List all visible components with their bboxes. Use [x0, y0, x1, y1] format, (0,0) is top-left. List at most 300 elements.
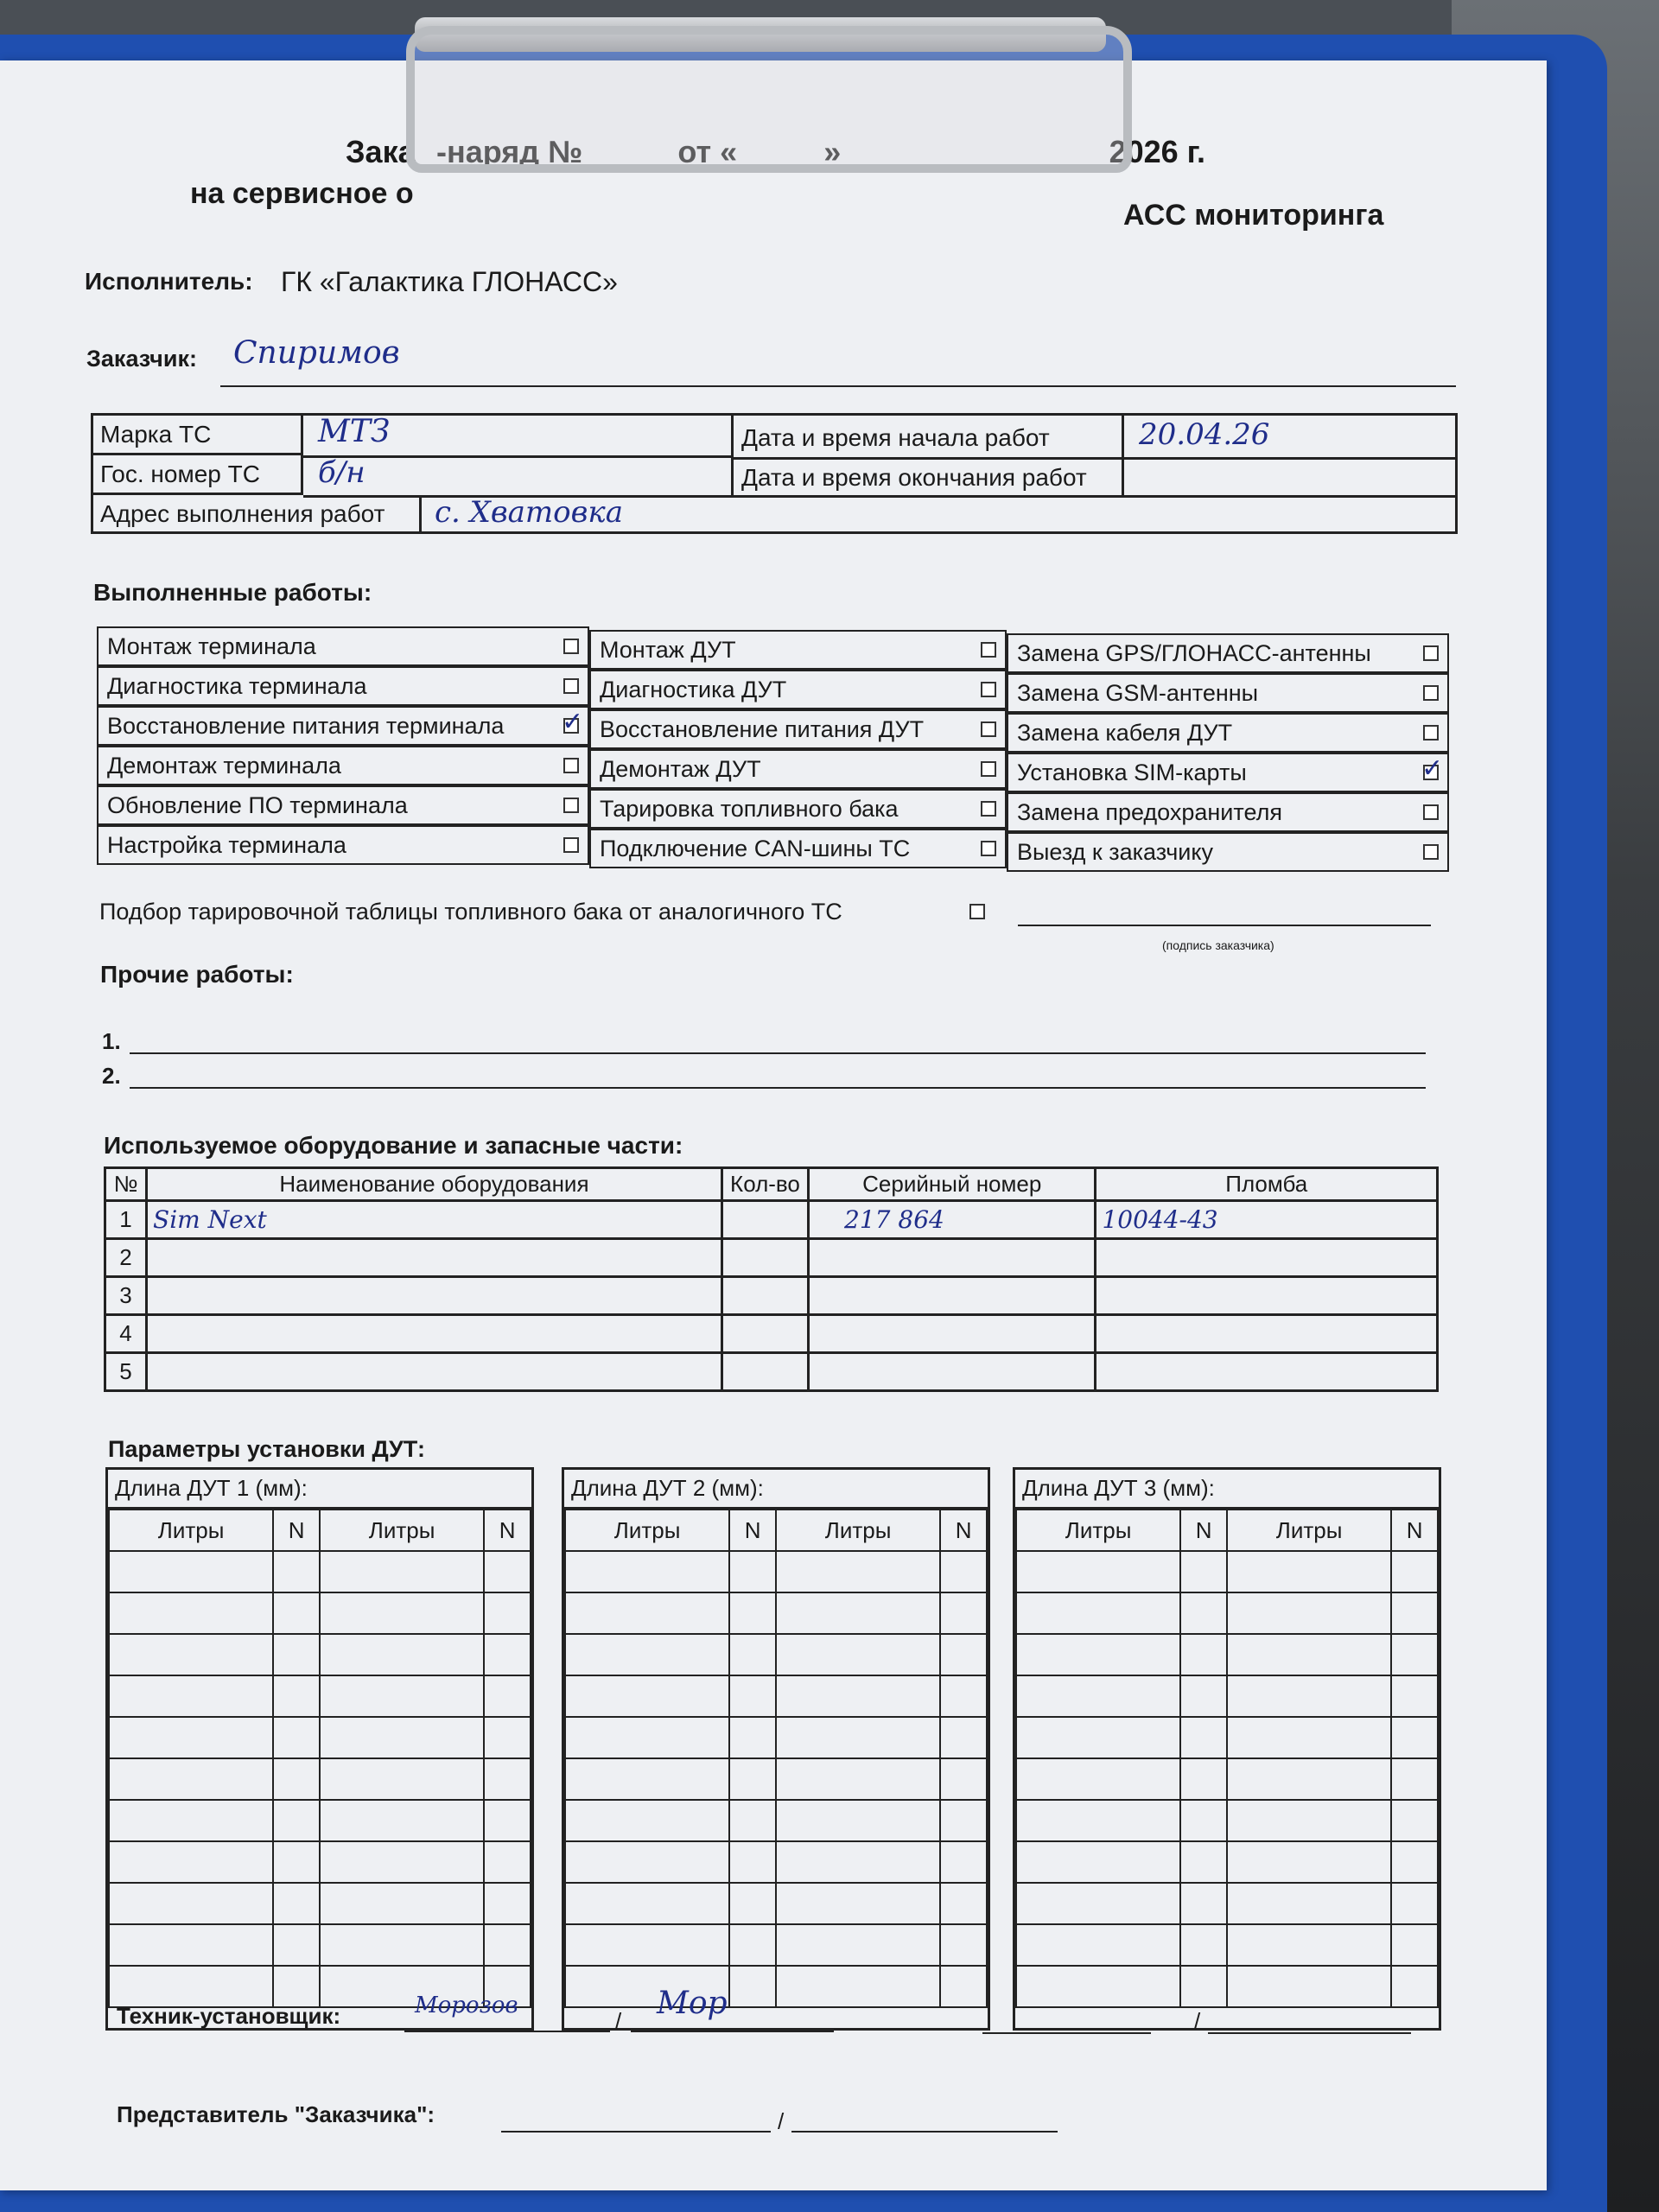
rep-slash: / [778, 2108, 785, 2134]
dut-cell[interactable] [776, 1551, 940, 1592]
dut-cell[interactable] [776, 1800, 940, 1841]
work-item-label: Замена предохранителя [1017, 798, 1282, 825]
dut-cell[interactable] [273, 1675, 320, 1717]
dut-cell[interactable] [1016, 1592, 1180, 1634]
dut-cell[interactable] [320, 1592, 484, 1634]
equipment-cell[interactable]: 217 864 [809, 1201, 1096, 1239]
customer-value[interactable]: Спиримов [233, 335, 400, 371]
equipment-table [104, 1166, 1439, 1392]
work-item-col2-1 [589, 630, 1007, 670]
dut-row [1016, 1966, 1438, 2007]
dut-cell[interactable] [565, 1841, 729, 1883]
dut-cell[interactable] [320, 1717, 484, 1758]
end-label: Дата и время окончания работ [741, 464, 1087, 491]
dut-cell[interactable] [273, 1841, 320, 1883]
dut-cell[interactable] [320, 1841, 484, 1883]
dut-row [1016, 1841, 1438, 1883]
equipment-cell[interactable] [809, 1315, 1096, 1353]
work-item-checkbox[interactable] [981, 721, 996, 737]
dut-cell[interactable] [940, 1634, 987, 1675]
work-item-checkbox[interactable] [563, 639, 579, 654]
equipment-cell[interactable]: Sim Next [147, 1201, 722, 1239]
dut-cell[interactable] [1227, 1717, 1391, 1758]
work-item-checkbox[interactable] [981, 761, 996, 777]
dut-cell[interactable] [1227, 1966, 1391, 2007]
title-part-1: Зака [346, 134, 416, 169]
vehicle-table [91, 413, 1458, 534]
dut-row [109, 1551, 531, 1592]
dut-row [1016, 1634, 1438, 1675]
start-label: Дата и время начала работ [741, 424, 1050, 451]
dut-cell[interactable] [320, 1551, 484, 1592]
dut-cell[interactable] [1391, 1800, 1438, 1841]
dut-table-title: Длина ДУТ 3 (мм): [1015, 1470, 1439, 1509]
dut-cell[interactable] [565, 1924, 729, 1966]
address-label: Адрес выполнения работ [93, 495, 422, 534]
work-item-col1-3 [97, 706, 589, 746]
dut-cell[interactable] [1391, 1592, 1438, 1634]
dut-cell[interactable] [940, 1758, 987, 1800]
work-item-col1-1 [97, 626, 589, 666]
equipment-header-cell: № [105, 1168, 147, 1201]
work-item-col3-1 [1007, 633, 1449, 673]
dut-cell[interactable] [1227, 1675, 1391, 1717]
tech-sign-line [631, 2031, 834, 2032]
dut-cell[interactable] [1180, 1800, 1227, 1841]
customer-underline [220, 385, 1456, 387]
dut-cell[interactable] [484, 1800, 531, 1841]
dut-cell[interactable] [940, 1883, 987, 1924]
equipment-cell[interactable] [147, 1239, 722, 1277]
dut-cell[interactable] [1391, 1883, 1438, 1924]
dut-table-title: Длина ДУТ 2 (мм): [564, 1470, 988, 1509]
dut-cell[interactable] [484, 1758, 531, 1800]
dut-cell[interactable] [1227, 1924, 1391, 1966]
dut-cell[interactable] [109, 1675, 273, 1717]
work-item-checkbox[interactable] [1423, 685, 1439, 701]
dut-col-header: N [1391, 1510, 1438, 1551]
table-row [105, 1315, 1438, 1353]
executor-value: ГК «Галактика ГЛОНАСС» [281, 266, 618, 297]
work-item-label: Установка SIM-карты [1017, 759, 1247, 785]
clipboard-clip [406, 26, 1132, 173]
work-item-checkbox[interactable] [563, 798, 579, 813]
second-tech-sign-line [1208, 2032, 1411, 2034]
dut-cell[interactable] [109, 1883, 273, 1924]
work-item-label: Восстановление питания ДУТ [600, 715, 925, 742]
table-row [105, 1353, 1438, 1391]
dut-row [565, 1841, 987, 1883]
dut-cell[interactable] [776, 1924, 940, 1966]
work-item-label: Замена GSM-антенны [1017, 679, 1259, 706]
dut-cell[interactable] [776, 1675, 940, 1717]
dut-cell[interactable] [776, 1634, 940, 1675]
dut-cell[interactable] [1016, 1717, 1180, 1758]
row-number: 4 [105, 1315, 147, 1353]
equipment-cell[interactable] [1096, 1239, 1438, 1277]
work-item-label: Выезд к заказчику [1017, 838, 1213, 865]
dut-cell[interactable] [1180, 1634, 1227, 1675]
dut-cell[interactable] [484, 1717, 531, 1758]
dut-cell[interactable] [1227, 1634, 1391, 1675]
brand-label: Марка ТС [93, 416, 303, 455]
other-work-2-line[interactable] [130, 1087, 1426, 1089]
dut-cell[interactable] [729, 1675, 776, 1717]
row-number: 1 [105, 1201, 147, 1239]
rep-label: Представитель "Заказчика": [117, 2101, 435, 2127]
equipment-header-cell: Наименование оборудования [147, 1168, 722, 1201]
dut-cell[interactable] [776, 1841, 940, 1883]
equipment-header-cell: Кол-во [721, 1168, 808, 1201]
dut-cell[interactable] [484, 1634, 531, 1675]
work-item-col2-2 [589, 670, 1007, 709]
equipment-cell[interactable]: 10044-43 [1096, 1201, 1438, 1239]
dut-cell[interactable] [484, 1883, 531, 1924]
subtitle-part-2: АСС мониторинга [1123, 199, 1384, 232]
dut-cell[interactable] [1227, 1841, 1391, 1883]
work-item-col1-4 [97, 746, 589, 785]
equipment-cell[interactable] [1096, 1353, 1438, 1391]
dut-cell[interactable] [1016, 1551, 1180, 1592]
equipment-cell[interactable] [147, 1277, 722, 1315]
work-item-label: Демонтаж терминала [107, 752, 341, 779]
dut-cell[interactable] [273, 1592, 320, 1634]
work-item-col2-4 [589, 749, 1007, 789]
work-item-checkbox[interactable] [981, 682, 996, 697]
work-item-checkbox[interactable] [563, 758, 579, 773]
table-row [105, 1201, 1438, 1239]
dut-col-header: N [484, 1510, 531, 1551]
dut-cell[interactable] [273, 1758, 320, 1800]
plate-label: Гос. номер ТС [93, 455, 303, 495]
dut-cell[interactable] [484, 1551, 531, 1592]
row-number: 3 [105, 1277, 147, 1315]
dut-cell[interactable] [1180, 1883, 1227, 1924]
work-item-col1-2 [97, 666, 589, 706]
dut-cell[interactable] [1016, 1675, 1180, 1717]
work-item-col1-6 [97, 825, 589, 865]
dut-cell[interactable] [729, 1592, 776, 1634]
dut-cell[interactable] [1016, 1758, 1180, 1800]
dut-cell[interactable] [940, 1592, 987, 1634]
dut-table-3 [1013, 1467, 1441, 2031]
customer-signature-line [1018, 925, 1431, 926]
work-order-form [0, 60, 1547, 2190]
subtitle-part-1: на сервисное о [190, 177, 414, 210]
equipment-cell[interactable] [721, 1201, 808, 1239]
work-item-col3-3 [1007, 713, 1449, 753]
dut-row [109, 1592, 531, 1634]
executor-label: Исполнитель: [85, 268, 253, 295]
dut-row [565, 1675, 987, 1717]
dut-cell[interactable] [320, 1883, 484, 1924]
dut-cell[interactable] [1391, 1966, 1438, 2007]
dut-cell[interactable] [565, 1758, 729, 1800]
dut-cell[interactable] [565, 1551, 729, 1592]
signature-caption: (подпись заказчика) [1162, 938, 1274, 952]
work-item-label: Монтаж терминала [107, 632, 316, 659]
dut-cell[interactable] [940, 1841, 987, 1883]
dut-cell[interactable] [1391, 1551, 1438, 1592]
dut-row [1016, 1675, 1438, 1717]
work-item-checkbox[interactable] [981, 841, 996, 856]
dut-col-header: N [729, 1510, 776, 1551]
work-item-label: Диагностика ДУТ [600, 676, 787, 702]
dut-cell[interactable] [320, 1758, 484, 1800]
dut-cell[interactable] [776, 1883, 940, 1924]
dut-cell[interactable] [776, 1758, 940, 1800]
work-item-checkbox[interactable] [1423, 844, 1439, 860]
dut-cell[interactable] [320, 1675, 484, 1717]
work-item-checkbox[interactable] [1423, 725, 1439, 741]
dut-row [565, 1634, 987, 1675]
dut-cell[interactable] [940, 1675, 987, 1717]
equipment-cell[interactable] [721, 1239, 808, 1277]
dut-row [565, 1592, 987, 1634]
tech-name-line [404, 2031, 610, 2032]
dut-cell[interactable] [273, 1634, 320, 1675]
dut-cell[interactable] [320, 1924, 484, 1966]
dut-cell[interactable] [1180, 1717, 1227, 1758]
dut-cell[interactable] [1016, 1634, 1180, 1675]
dut-cell[interactable] [109, 1634, 273, 1675]
dut-row [565, 1758, 987, 1800]
dut-cell[interactable] [1227, 1800, 1391, 1841]
dut-cell[interactable] [109, 1717, 273, 1758]
equipment-header-cell: Серийный номер [809, 1168, 1096, 1201]
dut-cell[interactable] [729, 1717, 776, 1758]
equipment-cell[interactable] [809, 1353, 1096, 1391]
tech-name[interactable]: Морозов [415, 1993, 518, 2018]
work-item-checkbox[interactable] [563, 678, 579, 694]
dut-cell[interactable] [273, 1883, 320, 1924]
dut-cell[interactable] [1016, 1841, 1180, 1883]
dut-row [109, 1758, 531, 1800]
dut-cell[interactable] [1180, 1675, 1227, 1717]
dut-cell[interactable] [1016, 1924, 1180, 1966]
dut-cell[interactable] [729, 1841, 776, 1883]
dut-cell[interactable] [729, 1966, 776, 2007]
dut-cell[interactable] [1391, 1924, 1438, 1966]
equipment-cell[interactable] [721, 1353, 808, 1391]
dut-cell[interactable] [1391, 1675, 1438, 1717]
dut-cell[interactable] [484, 1924, 531, 1966]
dut-cell[interactable] [109, 1758, 273, 1800]
dut-row [1016, 1800, 1438, 1841]
equipment-cell[interactable] [721, 1277, 808, 1315]
work-item-col1-5 [97, 785, 589, 825]
dut-cell[interactable] [565, 1717, 729, 1758]
row-number: 2 [105, 1239, 147, 1277]
dut-row [109, 1717, 531, 1758]
dut-cell[interactable] [565, 1800, 729, 1841]
dut-cell[interactable] [1180, 1592, 1227, 1634]
table-row [105, 1277, 1438, 1315]
dut-cell[interactable] [484, 1592, 531, 1634]
other-work-1-number: 1. [102, 1028, 121, 1054]
dut-cell[interactable] [1391, 1758, 1438, 1800]
dut-cell[interactable] [109, 1966, 273, 2007]
tech-signature[interactable]: Мор [657, 1986, 728, 2021]
dut-row [1016, 1883, 1438, 1924]
dut-cell[interactable] [484, 1675, 531, 1717]
dut-row [109, 1675, 531, 1717]
dut-title: Параметры установки ДУТ: [108, 1436, 425, 1462]
work-item-col2-6 [589, 829, 1007, 868]
dut-row [565, 1717, 987, 1758]
other-work-2-number: 2. [102, 1063, 121, 1089]
tech-label: Техник-установщик: [117, 2003, 341, 2029]
start-value[interactable]: 20.04.26 [1139, 417, 1270, 452]
dut-cell[interactable] [1180, 1924, 1227, 1966]
dut-row [109, 1883, 531, 1924]
work-item-label: Обновление ПО терминала [107, 791, 408, 818]
checkmark-icon: ✓ [562, 707, 584, 737]
dut-cell[interactable] [729, 1924, 776, 1966]
checkmark-icon: ✓ [1421, 753, 1444, 784]
dut-cell[interactable] [320, 1634, 484, 1675]
dut-cell[interactable] [940, 1800, 987, 1841]
dut-cell[interactable] [1016, 1966, 1180, 2007]
work-item-label: Тарировка топливного бака [600, 795, 899, 822]
dut-cell[interactable] [729, 1551, 776, 1592]
dut-cell[interactable] [273, 1551, 320, 1592]
customer-label: Заказчик: [86, 346, 197, 372]
dut-cell[interactable] [1016, 1883, 1180, 1924]
dut-cell[interactable] [109, 1551, 273, 1592]
dut-cell[interactable] [109, 1841, 273, 1883]
dut-row [565, 1924, 987, 1966]
address-value[interactable]: с. Хватовка [435, 495, 623, 530]
dut-cell[interactable] [729, 1883, 776, 1924]
equipment-header-row [105, 1168, 1438, 1201]
work-item-label: Демонтаж ДУТ [600, 755, 761, 782]
equipment-cell[interactable] [809, 1277, 1096, 1315]
dut-cell[interactable] [776, 1717, 940, 1758]
dut-cell[interactable] [729, 1800, 776, 1841]
dut-cell[interactable] [776, 1966, 940, 2007]
dut-col-header: Литры [565, 1510, 729, 1551]
dut-row [1016, 1592, 1438, 1634]
work-item-col2-5 [589, 789, 1007, 829]
dut-cell[interactable] [729, 1758, 776, 1800]
plate-value[interactable]: б/н [318, 455, 365, 490]
dut-row [109, 1634, 531, 1675]
equipment-cell[interactable] [147, 1315, 722, 1353]
work-item-label: Настройка терминала [107, 831, 346, 858]
dut-cell[interactable] [1180, 1966, 1227, 2007]
dut-row [109, 1924, 531, 1966]
dut-cell[interactable] [565, 1883, 729, 1924]
equipment-header-cell: Пломба [1096, 1168, 1438, 1201]
dut-cell[interactable] [1180, 1551, 1227, 1592]
dut-table-1 [105, 1467, 534, 2031]
work-item-label: Замена GPS/ГЛОНАСС-антенны [1017, 639, 1371, 666]
work-item-checkbox[interactable] [563, 837, 579, 853]
title-part-2: -наряд №_____ от «_____»_______________ 2026 г. [436, 134, 1206, 169]
dut-cell[interactable] [565, 1592, 729, 1634]
rep-sign-line [791, 2131, 1058, 2133]
dut-cell[interactable] [1227, 1883, 1391, 1924]
dut-col-header: N [1180, 1510, 1227, 1551]
tech-slash: / [615, 2008, 622, 2034]
dut-row [1016, 1924, 1438, 1966]
dut-col-header: Литры [1016, 1510, 1180, 1551]
dut-cell[interactable] [320, 1800, 484, 1841]
dut-cell[interactable] [109, 1924, 273, 1966]
second-tech-name-line [982, 2032, 1151, 2034]
dut-cell[interactable] [940, 1717, 987, 1758]
dut-cell[interactable] [109, 1592, 273, 1634]
work-item-label: Замена кабеля ДУТ [1017, 719, 1233, 746]
dut-cell[interactable] [940, 1924, 987, 1966]
dut-col-header: Литры [320, 1510, 484, 1551]
dut-cell[interactable] [273, 1717, 320, 1758]
dut-cell[interactable] [1227, 1592, 1391, 1634]
dut-row [565, 1966, 987, 2007]
dut-cell[interactable] [1391, 1841, 1438, 1883]
dut-cell[interactable] [776, 1592, 940, 1634]
dut-row [1016, 1717, 1438, 1758]
dut-row [1016, 1551, 1438, 1592]
dut-cell[interactable] [1227, 1551, 1391, 1592]
dut-row [1016, 1758, 1438, 1800]
dut-col-header: Литры [109, 1510, 273, 1551]
other-work-1-line[interactable] [130, 1052, 1426, 1054]
equipment-cell[interactable] [147, 1353, 722, 1391]
dut-cell[interactable] [1391, 1717, 1438, 1758]
dut-cell[interactable] [1016, 1800, 1180, 1841]
work-item-checkbox[interactable] [981, 801, 996, 817]
calibration-label: Подбор тарировочной таблицы топливного бака от аналогичного ТС [99, 899, 842, 925]
work-item-checkbox[interactable] [1423, 645, 1439, 661]
dut-col-header: N [273, 1510, 320, 1551]
brand-value[interactable]: МТЗ [318, 414, 391, 449]
equipment-cell[interactable] [809, 1239, 1096, 1277]
work-item-col3-6 [1007, 832, 1449, 872]
dut-cell[interactable] [565, 1675, 729, 1717]
work-item-label: Монтаж ДУТ [600, 636, 736, 663]
second-tech-slash: / [1194, 2008, 1201, 2034]
equipment-cell[interactable] [721, 1315, 808, 1353]
row-number: 5 [105, 1353, 147, 1391]
dut-cell[interactable] [1180, 1841, 1227, 1883]
work-item-col3-4 [1007, 753, 1449, 792]
dut-row [109, 1841, 531, 1883]
dut-cell[interactable] [1227, 1758, 1391, 1800]
dut-row [565, 1800, 987, 1841]
calibration-checkbox[interactable] [969, 904, 985, 919]
equipment-cell[interactable] [1096, 1315, 1438, 1353]
dut-cell[interactable] [484, 1841, 531, 1883]
works-title: Выполненные работы: [93, 579, 372, 606]
dut-col-header: Литры [776, 1510, 940, 1551]
dut-cell[interactable] [565, 1634, 729, 1675]
dut-cell[interactable] [109, 1800, 273, 1841]
dut-cell[interactable] [940, 1966, 987, 2007]
dut-cell[interactable] [273, 1924, 320, 1966]
dut-cell[interactable] [729, 1634, 776, 1675]
work-item-checkbox[interactable] [981, 642, 996, 658]
dut-cell[interactable] [1180, 1758, 1227, 1800]
dut-cell[interactable] [273, 1800, 320, 1841]
dut-row [565, 1883, 987, 1924]
work-item-checkbox[interactable] [1423, 804, 1439, 820]
equipment-cell[interactable] [1096, 1277, 1438, 1315]
dut-cell[interactable] [273, 1966, 320, 2007]
dut-cell[interactable] [1391, 1634, 1438, 1675]
dut-cell[interactable] [940, 1551, 987, 1592]
